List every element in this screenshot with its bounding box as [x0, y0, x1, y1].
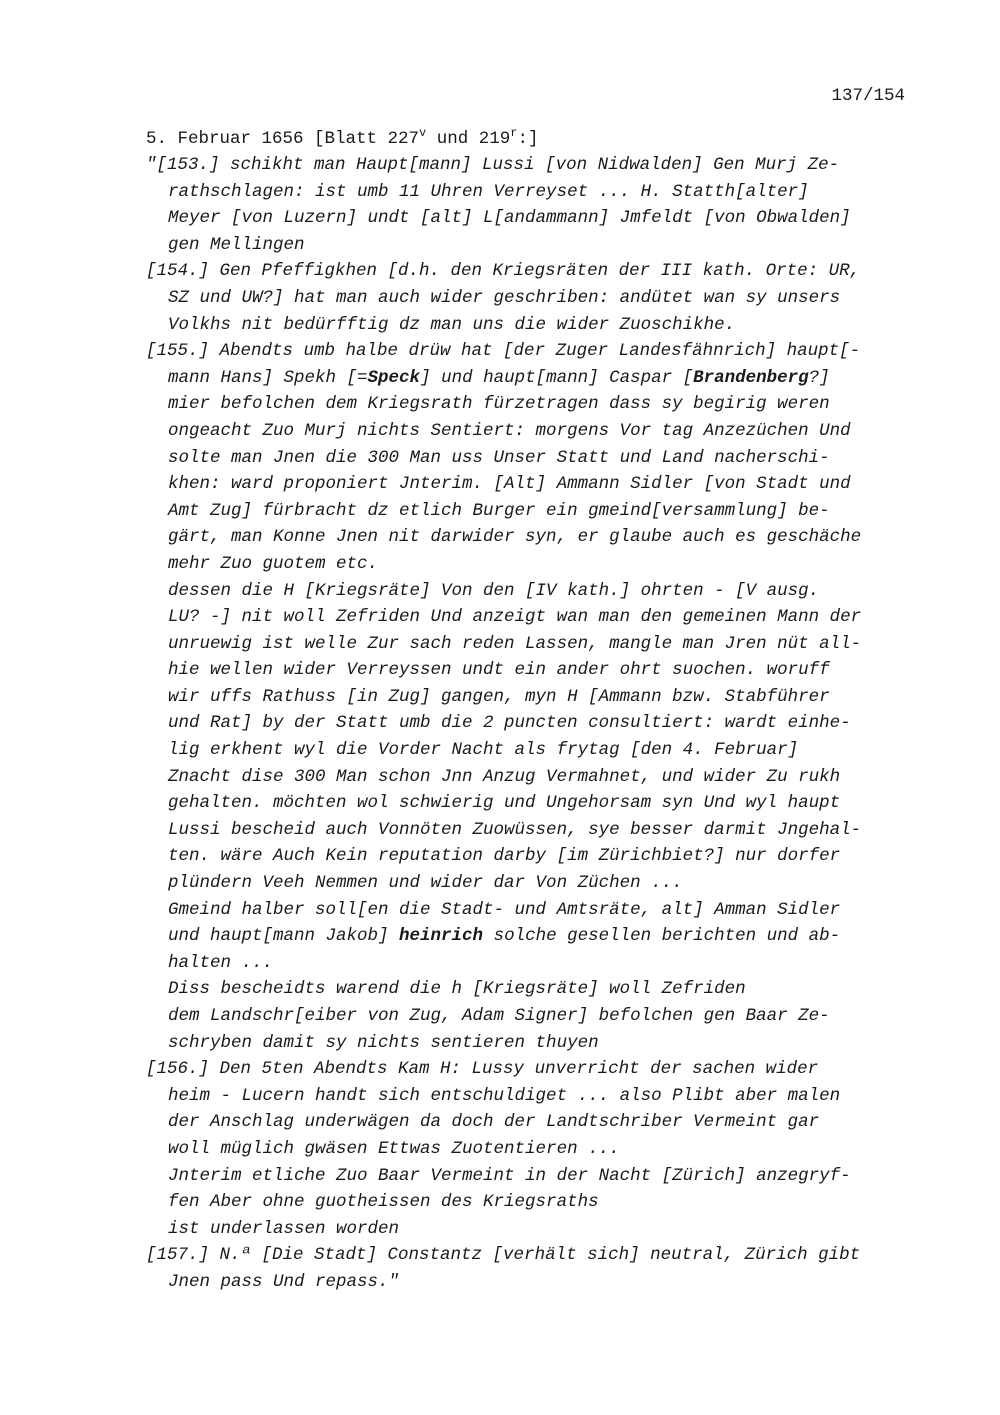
text-line — [146, 817, 926, 844]
text-line — [146, 1136, 926, 1163]
date-heading — [146, 126, 538, 149]
text-line — [146, 1003, 926, 1030]
text-line — [146, 338, 926, 365]
text-segment: ] und haupt[mann] Caspar [ — [420, 367, 694, 388]
text-segment: Gmeind halber soll[en die Stadt- und Amtsräte, alt] Amman Sidler — [168, 899, 841, 920]
text-segment: Volkhs nit bedürfftig dz man uns die wider Zuoschikhe. — [168, 314, 736, 335]
text-segment: mehr Zuo guotem etc. — [168, 553, 379, 574]
text-line — [146, 1269, 926, 1296]
text-segment: Amt Zug] fürbracht dz etlich Burger ein gmeind[versammlung] be- — [168, 500, 830, 521]
text-line — [146, 524, 926, 551]
text-line — [146, 285, 926, 312]
text-segment: lig erkhent wyl die Vorder Nacht als frytag [den 4. Februar] — [168, 740, 799, 761]
text-line — [146, 764, 926, 791]
text-segment: plündern Veeh Nemmen und wider dar Von Züchen ... — [168, 873, 683, 894]
text-segment: halten ... — [168, 952, 274, 973]
text-segment: schryben damit sy nichts sentieren thuyen — [168, 1032, 599, 1053]
text-line — [146, 445, 926, 472]
text-segment: [154.] Gen Pfeffigkhen [d.h. den Kriegsräten der III kath. Orte: UR, — [146, 261, 861, 282]
emphasized-name: Brandenberg — [693, 367, 809, 388]
text-line — [146, 737, 926, 764]
text-line — [146, 551, 926, 578]
text-line — [146, 1216, 926, 1243]
text-line — [146, 258, 926, 285]
text-line — [146, 312, 926, 339]
text-segment: ?] — [808, 367, 830, 388]
text-line — [146, 631, 926, 658]
text-segment: mier befolchen dem Kriegsrath fürzetragen dass sy begirig weren — [168, 394, 830, 415]
text-segment: Znacht dise 300 Man schon Jnn Anzug Vermahnet, und wider Zu rukh — [168, 766, 841, 787]
text-line — [146, 604, 926, 631]
text-line — [146, 365, 926, 392]
text-line — [146, 976, 926, 1003]
text-segment: unruewig ist welle Zur sach reden Lassen, mangle man Jren nüt all- — [168, 633, 862, 654]
heading-suffix: :] — [517, 128, 539, 149]
text-segment: ongeacht Zuo Murj nichts Sentiert: morgens Vor tag Anzezüchen Und — [168, 420, 851, 441]
text-segment: Lussi bescheid auch Vonnöten Zuowüssen, sye besser darmit Jngehal- — [168, 819, 862, 840]
text-segment: [155.] Abendts umb halbe drüw hat [der Zuger Landesfähnrich] haupt[- — [146, 341, 861, 362]
text-segment: dessen die H [Kriegsräte] Von den [IV kath.] ohrten - [V ausg. — [168, 580, 820, 601]
text-segment: Meyer [von Luzern] undt [alt] L[andammann] Jmfeldt [von Obwalden] — [168, 208, 851, 229]
text-segment: solte man Jnen die 300 Man uss Unser Statt und Land nacherschi- — [168, 447, 830, 468]
text-segment: gen Mellingen — [168, 234, 305, 255]
text-segment: "[153.] schikht man Haupt[mann] Lussi [von Nidwalden] Gen Murj Ze- — [146, 155, 840, 175]
text-line — [146, 710, 926, 737]
text-line — [146, 1189, 926, 1216]
text-line — [146, 1056, 926, 1083]
heading-prefix: 5. Februar 1656 [Blatt 227 — [146, 128, 420, 149]
text-line — [146, 418, 926, 445]
text-segment: dem Landschr[eiber von Zug, Adam Signer] befolchen gen Baar Ze- — [168, 1006, 830, 1026]
text-segment: mann Hans] Spekh [= — [168, 367, 368, 388]
text-line — [146, 1109, 926, 1136]
text-segment: solche gesellen berichten und ab- — [483, 926, 841, 947]
text-segment: woll müglich gwäsen Ettwas Zuotentieren ... — [168, 1138, 620, 1159]
text-line — [146, 897, 926, 924]
transcription-body — [146, 152, 926, 1296]
heading-sup-recto: r — [510, 126, 518, 140]
text-segment: Jnterim etliche Zuo Baar Vermeint in der Nacht [Zürich] anzegryf- — [168, 1165, 851, 1186]
text-line — [146, 1242, 926, 1269]
text-segment: wir uffs Rathuss [in Zug] gangen, myn H [Ammann bzw. Stabführer — [168, 686, 830, 707]
text-segment: rathschlagen: ist umb 11 Uhren Verreyset ... H. Statth[alter] — [168, 181, 809, 202]
text-segment: Diss bescheidts warend die h [Kriegsräte] woll Zefriden — [168, 979, 746, 1000]
text-line — [146, 152, 926, 179]
heading-mid: und 219 — [426, 128, 511, 149]
text-line — [146, 843, 926, 870]
text-segment: ist underlassen worden — [168, 1218, 400, 1239]
text-segment: und Rat] by der Statt umb die 2 puncten consultiert: wardt einhe- — [168, 713, 851, 734]
text-segment: Jnen pass Und repass." — [168, 1271, 400, 1292]
emphasized-name: Speck — [367, 367, 421, 388]
text-segment: heim - Lucern handt sich entschuldiget ... also Plibt aber malen — [168, 1085, 841, 1106]
emphasized-name: heinrich — [399, 926, 484, 947]
text-line — [146, 471, 926, 498]
text-segment: der Anschlag underwägen da doch der Landtschriber Vermeint gar — [168, 1112, 820, 1133]
text-segment: [156.] Den 5ten Abendts Kam H: Lussy unverricht der sachen wider — [146, 1059, 819, 1080]
text-segment: khen: ward proponiert Jnterim. [Alt] Ammann Sidler [von Stadt und — [168, 474, 851, 495]
text-line — [146, 391, 926, 418]
text-line — [146, 578, 926, 605]
text-line — [146, 950, 926, 977]
text-segment: LU? -] nit woll Zefriden Und anzeigt wan man den gemeinen Mann der — [168, 607, 862, 628]
text-line — [146, 205, 926, 232]
text-line — [146, 1163, 926, 1190]
text-line — [146, 657, 926, 684]
text-segment: ten. wäre Auch Kein reputation darby [im Zürichbiet?] nur dorfer — [168, 846, 841, 867]
text-segment: hie wellen wider Verreyssen undt ein ander ohrt suochen. woruff — [168, 660, 830, 681]
text-segment: fen Aber ohne guotheissen des Kriegsraths — [168, 1192, 599, 1213]
text-segment: und haupt[mann Jakob] — [168, 926, 400, 947]
text-line — [146, 790, 926, 817]
text-segment: gehalten. möchten wol schwierig und Ungehorsam syn Und wyl haupt — [168, 793, 841, 814]
text-segment: gärt, man Konne Jnen nit darwider syn, er glaube auch es geschäche — [168, 527, 862, 548]
heading-sup-verso: v — [419, 126, 427, 140]
text-line — [146, 232, 926, 259]
text-line — [146, 1083, 926, 1110]
page-number: 137/154 — [831, 86, 905, 106]
text-line — [146, 179, 926, 206]
text-segment: SZ und UW?] hat man auch wider geschriben: andütet wan sy unsers — [168, 287, 841, 308]
text-line — [146, 684, 926, 711]
text-line — [146, 923, 926, 950]
text-line — [146, 1030, 926, 1057]
text-segment: [157.] N.ª [Die Stadt] Constantz [verhält sich] neutral, Zürich gibt — [146, 1245, 861, 1266]
text-line — [146, 498, 926, 525]
text-line — [146, 870, 926, 897]
